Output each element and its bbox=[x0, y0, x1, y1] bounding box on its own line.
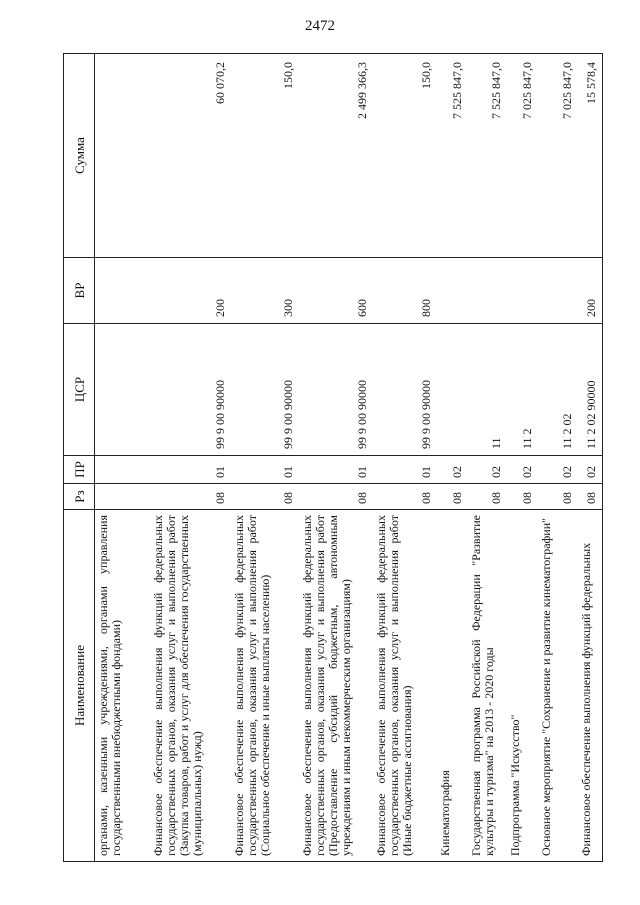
cell-vr: 800 bbox=[373, 258, 437, 324]
cell-csr bbox=[95, 324, 151, 456]
cell-name: Финансовое обеспечение выполнения функций федеральных государственных органов, оказания услуг и выполнения работ (Закупка товаров, работ и услуг для обеспечения государственных (муниципальных) нужд) bbox=[150, 510, 231, 862]
cell-rz: 08 bbox=[578, 484, 603, 510]
header-name: Наименование bbox=[64, 510, 95, 862]
cell-rz: 08 bbox=[231, 484, 299, 510]
cell-csr: 99 9 00 90000 bbox=[299, 324, 373, 456]
cell-sum: 150,0 bbox=[373, 54, 437, 258]
budget-table bbox=[63, 53, 603, 862]
table-row bbox=[468, 54, 507, 862]
header-csr: ЦСР bbox=[64, 324, 95, 456]
cell-sum: 7 025 847,0 bbox=[507, 54, 538, 258]
table-row bbox=[437, 54, 468, 862]
cell-pr: 02 bbox=[578, 456, 603, 484]
cell-sum: 2 499 366,3 bbox=[299, 54, 373, 258]
cell-vr bbox=[507, 258, 538, 324]
header-pr: ПР bbox=[64, 456, 95, 484]
cell-pr bbox=[95, 456, 151, 484]
cell-rz: 08 bbox=[299, 484, 373, 510]
cell-pr: 02 bbox=[538, 456, 577, 484]
header-rz: Рз bbox=[64, 484, 95, 510]
cell-name: органами, казенными учреждениями, органами управления государственными внебюджетными фондами) bbox=[95, 510, 151, 862]
table-row bbox=[507, 54, 538, 862]
cell-vr bbox=[468, 258, 507, 324]
cell-sum: 15 578,4 bbox=[578, 54, 603, 258]
cell-sum: 7 025 847,0 bbox=[538, 54, 577, 258]
rotated-table-container bbox=[63, 54, 603, 862]
cell-vr: 600 bbox=[299, 258, 373, 324]
table-row bbox=[231, 54, 299, 862]
cell-csr: 99 9 00 90000 bbox=[373, 324, 437, 456]
cell-vr bbox=[538, 258, 577, 324]
cell-name: Подпрограмма "Искусство" bbox=[507, 510, 538, 862]
cell-csr: 99 9 00 90000 bbox=[150, 324, 231, 456]
cell-csr: 11 2 02 bbox=[538, 324, 577, 456]
table-row bbox=[578, 54, 603, 862]
cell-rz: 08 bbox=[437, 484, 468, 510]
cell-name: Основное мероприятие "Сохранение и развитие кинематографии" bbox=[538, 510, 577, 862]
header-sum: Сумма bbox=[64, 54, 95, 258]
cell-name: Финансовое обеспечение выполнения функций федеральных государственных органов, оказания услуг и выполнения работ (Предоставление субсидий бюджетным, автономным учреждениям и иным некоммерческим организациям) bbox=[299, 510, 373, 862]
cell-rz: 08 bbox=[538, 484, 577, 510]
cell-rz: 08 bbox=[150, 484, 231, 510]
cell-pr: 01 bbox=[231, 456, 299, 484]
cell-csr: 11 bbox=[468, 324, 507, 456]
cell-pr: 01 bbox=[373, 456, 437, 484]
cell-vr: 200 bbox=[150, 258, 231, 324]
cell-pr: 01 bbox=[150, 456, 231, 484]
cell-csr: 11 2 02 90000 bbox=[578, 324, 603, 456]
cell-vr: 300 bbox=[231, 258, 299, 324]
cell-pr: 02 bbox=[437, 456, 468, 484]
cell-sum bbox=[95, 54, 151, 258]
cell-csr: 11 2 bbox=[507, 324, 538, 456]
cell-vr bbox=[95, 258, 151, 324]
cell-vr: 200 bbox=[578, 258, 603, 324]
cell-name: Финансовое обеспечение выполнения функций федеральных государственных органов, оказания услуг и выполнения работ (Иные бюджетные ассигнования) bbox=[373, 510, 437, 862]
cell-name: Финансовое обеспечение выполнения функций федеральных bbox=[578, 510, 603, 862]
cell-sum: 150,0 bbox=[231, 54, 299, 258]
header-vr: ВР bbox=[64, 258, 95, 324]
cell-name: Кинематография bbox=[437, 510, 468, 862]
table-row bbox=[299, 54, 373, 862]
cell-pr: 02 bbox=[468, 456, 507, 484]
cell-pr: 02 bbox=[507, 456, 538, 484]
cell-rz: 08 bbox=[507, 484, 538, 510]
page-number: 2472 bbox=[305, 18, 335, 34]
cell-rz: 08 bbox=[468, 484, 507, 510]
cell-sum: 60 070,2 bbox=[150, 54, 231, 258]
cell-vr bbox=[437, 258, 468, 324]
cell-rz bbox=[95, 484, 151, 510]
cell-pr: 01 bbox=[299, 456, 373, 484]
cell-name: Финансовое обеспечение выполнения функций федеральных государственных органов, оказания услуг и выполнения работ (Социальное обеспечение и иные выплаты населению) bbox=[231, 510, 299, 862]
cell-sum: 7 525 847,0 bbox=[468, 54, 507, 258]
table-row bbox=[373, 54, 437, 862]
table-row bbox=[95, 54, 151, 862]
cell-csr bbox=[437, 324, 468, 456]
cell-csr: 99 9 00 90000 bbox=[231, 324, 299, 456]
cell-rz: 08 bbox=[373, 484, 437, 510]
cell-sum: 7 525 847,0 bbox=[437, 54, 468, 258]
table-row bbox=[538, 54, 577, 862]
cell-name: Государственная программа Российской Федерации "Развитие культуры и туризма" на 2013 - 2020 годы bbox=[468, 510, 507, 862]
table-header-row bbox=[64, 54, 95, 862]
table-row bbox=[150, 54, 231, 862]
